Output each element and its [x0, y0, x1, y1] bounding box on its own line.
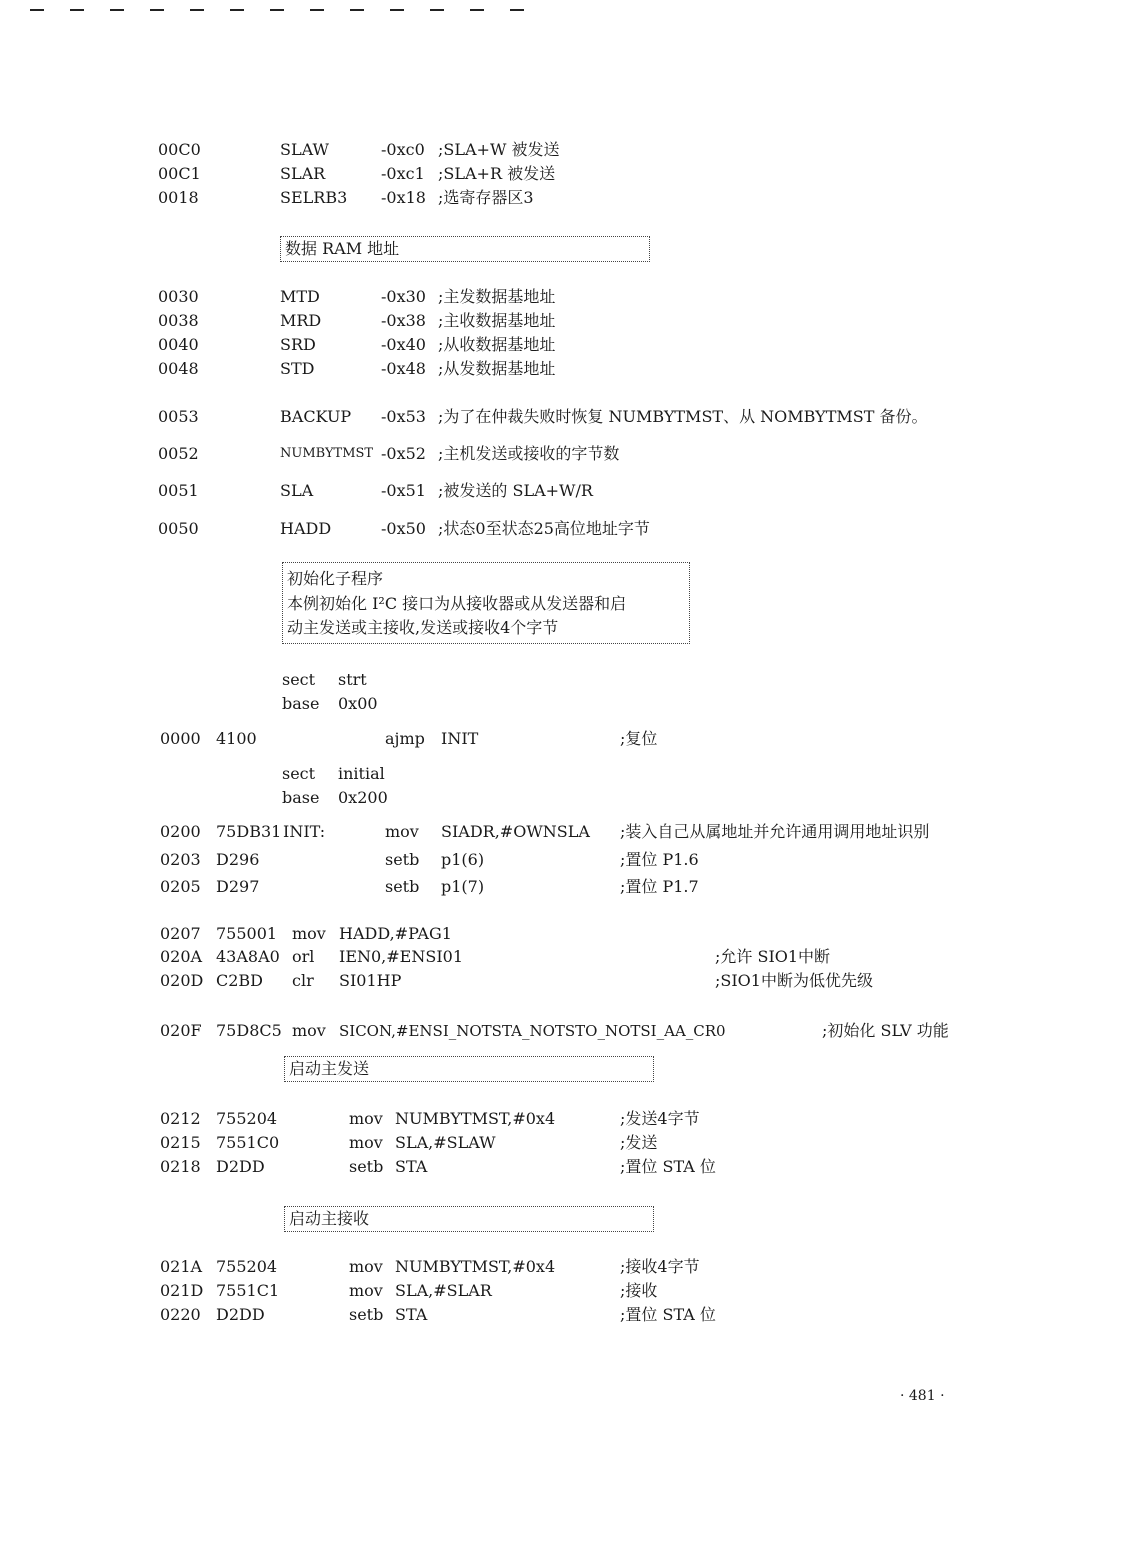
address: 0212: [160, 1109, 201, 1128]
mnemonic: setb: [349, 1157, 384, 1176]
symbol: MTD: [280, 287, 320, 306]
directive-keyword: sect: [282, 670, 316, 689]
address: 0200: [160, 822, 201, 841]
label: INIT:: [283, 822, 326, 841]
dash: [390, 9, 404, 11]
address: 0215: [160, 1133, 201, 1152]
address: 00C1: [158, 164, 201, 183]
opcode: 755001: [216, 924, 278, 943]
symbol: SLA: [280, 481, 314, 500]
comment: ;主机发送或接收的字节数: [438, 444, 620, 463]
directive-value: 0x200: [338, 788, 388, 807]
operand: SICON,#ENSI_NOTSTA_NOTSTO_NOTSI_AA_CR0: [339, 1022, 726, 1040]
dash: [310, 9, 324, 11]
comment: ;置位 P1.7: [620, 877, 699, 896]
address: 0030: [158, 287, 199, 306]
value: -0x51: [381, 481, 426, 500]
opcode: D2DD: [216, 1157, 265, 1176]
opcode: 75D8C5: [216, 1021, 282, 1040]
address: 00C0: [158, 140, 201, 159]
symbol: SRD: [280, 335, 316, 354]
address: 020A: [160, 947, 203, 966]
operand: STA: [395, 1305, 428, 1324]
directive-value: strt: [338, 670, 367, 689]
address: 0220: [160, 1305, 201, 1324]
section-title-master-receive: 启动主接收: [289, 1209, 370, 1228]
page-number: · 481 ·: [900, 1388, 945, 1404]
comment: ;接收: [620, 1281, 658, 1300]
opcode: 75DB31: [216, 822, 282, 841]
operand: INIT: [441, 729, 479, 748]
opcode: 755204: [216, 1109, 278, 1128]
mnemonic: mov: [349, 1133, 383, 1152]
mnemonic: mov: [385, 822, 419, 841]
mnemonic: orl: [292, 947, 315, 966]
value: -0x53: [381, 407, 426, 426]
comment: ;SLA+W 被发送: [438, 140, 560, 159]
symbol: NUMBYTMST: [280, 446, 374, 461]
opcode: D2DD: [216, 1305, 265, 1324]
address: 0052: [158, 444, 199, 463]
value: -0x48: [381, 359, 426, 378]
comment: ;为了在仲裁失败时恢复 NUMBYTMST、从 NOMBYTMST 备份。: [438, 407, 928, 426]
address: 0207: [160, 924, 201, 943]
symbol: HADD: [280, 519, 332, 538]
dash: [150, 9, 164, 11]
opcode: 7551C0: [216, 1133, 280, 1152]
mnemonic: mov: [349, 1281, 383, 1300]
symbol: MRD: [280, 311, 322, 330]
address: 0218: [160, 1157, 201, 1176]
comment: ;初始化 SLV 功能: [822, 1021, 949, 1040]
section-title-master-send: 启动主发送: [289, 1059, 370, 1078]
symbol: BACKUP: [280, 407, 352, 426]
comment: ;选寄存器区3: [438, 188, 534, 207]
opcode: 4100: [216, 729, 257, 748]
symbol: SLAW: [280, 140, 329, 159]
comment: ;接收4字节: [620, 1257, 700, 1276]
operand: STA: [395, 1157, 428, 1176]
section-desc-line: 本例初始化 I²C 接口为从接收器或从发送器和启: [287, 594, 627, 613]
address: 021A: [160, 1257, 203, 1276]
opcode: D297: [216, 877, 260, 896]
value: -0x52: [381, 444, 426, 463]
address: 0048: [158, 359, 199, 378]
directive-keyword: base: [282, 694, 320, 713]
symbol: STD: [280, 359, 315, 378]
comment: ;SLA+R 被发送: [438, 164, 556, 183]
dash: [70, 9, 84, 11]
operand: HADD,#PAG1: [339, 924, 452, 943]
mnemonic: mov: [292, 1021, 326, 1040]
section-desc-line: 动主发送或主接收,发送或接收4个字节: [287, 618, 559, 637]
comment: ;主收数据基地址: [438, 311, 556, 330]
address: 021D: [160, 1281, 204, 1300]
mnemonic: setb: [349, 1305, 384, 1324]
opcode: 7551C1: [216, 1281, 280, 1300]
operand: IEN0,#ENSI01: [339, 947, 463, 966]
comment: ;从发数据基地址: [438, 359, 556, 378]
dash: [510, 9, 524, 11]
opcode: 43A8A0: [216, 947, 280, 966]
operand: SI01HP: [339, 971, 402, 990]
mnemonic: mov: [349, 1257, 383, 1276]
dash: [430, 9, 444, 11]
address: 0203: [160, 850, 201, 869]
address: 0000: [160, 729, 201, 748]
comment: ;被发送的 SLA+W/R: [438, 481, 593, 500]
dash: [30, 9, 44, 11]
operand: SIADR,#OWNSLA: [441, 822, 590, 841]
value: -0x50: [381, 519, 426, 538]
comment: ;从收数据基地址: [438, 335, 556, 354]
comment: ;主发数据基地址: [438, 287, 556, 306]
address: 0018: [158, 188, 199, 207]
mnemonic: ajmp: [385, 729, 425, 748]
mnemonic: clr: [292, 971, 314, 990]
opcode: 755204: [216, 1257, 278, 1276]
value: -0x40: [381, 335, 426, 354]
address: 020D: [160, 971, 204, 990]
address: 0051: [158, 481, 199, 500]
mnemonic: setb: [385, 850, 420, 869]
comment: ;SIO1中断为低优先级: [715, 971, 873, 990]
value: -0x18: [381, 188, 426, 207]
section-title-ram: 数据 RAM 地址: [285, 239, 400, 258]
opcode: C2BD: [216, 971, 264, 990]
value: -0xc1: [381, 164, 425, 183]
mnemonic: setb: [385, 877, 420, 896]
comment: ;置位 P1.6: [620, 850, 699, 869]
directive-value: initial: [338, 764, 385, 783]
operand: NUMBYTMST,#0x4: [395, 1109, 556, 1128]
directive-keyword: sect: [282, 764, 316, 783]
directive-keyword: base: [282, 788, 320, 807]
dash: [190, 9, 204, 11]
section-title-init: 初始化子程序: [287, 569, 384, 588]
comment: ;复位: [620, 729, 658, 748]
address: 0040: [158, 335, 199, 354]
dash: [350, 9, 364, 11]
opcode: D296: [216, 850, 260, 869]
operand: NUMBYTMST,#0x4: [395, 1257, 556, 1276]
comment: ;装入自己从属地址并允许通用调用地址识别: [620, 822, 930, 841]
comment: ;允许 SIO1中断: [715, 947, 831, 966]
operand: p1(6): [441, 850, 485, 869]
address: 020F: [160, 1021, 202, 1040]
address: 0050: [158, 519, 199, 538]
mnemonic: mov: [292, 924, 326, 943]
comment: ;发送4字节: [620, 1109, 700, 1128]
symbol: SELRB3: [280, 188, 348, 207]
value: -0x30: [381, 287, 426, 306]
dash: [270, 9, 284, 11]
mnemonic: mov: [349, 1109, 383, 1128]
comment: ;发送: [620, 1133, 658, 1152]
symbol: SLAR: [280, 164, 326, 183]
value: -0x38: [381, 311, 426, 330]
dash: [230, 9, 244, 11]
address: 0205: [160, 877, 201, 896]
operand: SLA,#SLAW: [395, 1133, 496, 1152]
dash: [470, 9, 484, 11]
comment: ;置位 STA 位: [620, 1305, 716, 1324]
operand: SLA,#SLAR: [395, 1281, 492, 1300]
value: -0xc0: [381, 140, 425, 159]
comment: ;状态0至状态25高位地址字节: [438, 519, 650, 538]
comment: ;置位 STA 位: [620, 1157, 716, 1176]
dash: [110, 9, 124, 11]
address: 0053: [158, 407, 199, 426]
directive-value: 0x00: [338, 694, 378, 713]
address: 0038: [158, 311, 199, 330]
operand: p1(7): [441, 877, 485, 896]
